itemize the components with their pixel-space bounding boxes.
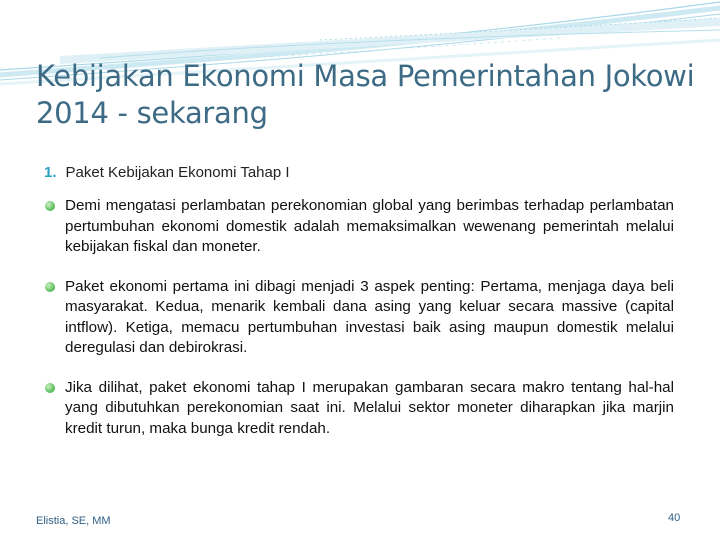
section-number: 1. bbox=[44, 164, 57, 181]
bullet-dot-icon bbox=[45, 282, 55, 292]
footer-author: Elistia, SE, MM bbox=[36, 515, 111, 527]
bullet-text: Demi mengatasi perlambatan perekonomian global yang berimbas terhadap perlambatan pertumbuhan ekonomi domestik adalah memaksimalkan wewenang pemerintah melalui kebijakan fiskal dan moneter. bbox=[65, 197, 674, 255]
bullet-item bbox=[44, 196, 674, 258]
title-line-1: Kebijakan Ekonomi Masa Pemerintahan Jokowi bbox=[36, 59, 695, 93]
bullet-item bbox=[44, 277, 674, 359]
bullet-text: Paket ekonomi pertama ini dibagi menjadi 3 aspek penting: Pertama, menjaga daya beli masyarakat. Kedua, menarik kembali dana asing yang keluar secara massive (capital intflow). Ketiga, memacu pertumbuhan investasi baik asing maupun domestik melalui deregulasi dan debirokrasi. bbox=[65, 277, 674, 356]
bullet-item bbox=[44, 378, 674, 440]
slide-title bbox=[36, 58, 696, 132]
title-line-2: 2014 - sekarang bbox=[36, 96, 268, 130]
section-heading-text: Paket Kebijakan Ekonomi Tahap I bbox=[65, 164, 290, 181]
section-heading bbox=[44, 164, 290, 181]
bullet-dot-icon bbox=[45, 201, 55, 211]
page-number: 40 bbox=[668, 512, 681, 524]
bullet-text: Jika dilihat, paket ekonomi tahap I merupakan gambaran secara makro tentang hal-hal yang dibutuhkan perekonomian saat ini. Melalui sektor moneter diharapkan jika marjin kredit turun, maka bunga kredit rendah. bbox=[65, 378, 674, 437]
bullet-list bbox=[44, 196, 674, 458]
bullet-dot-icon bbox=[45, 383, 55, 393]
